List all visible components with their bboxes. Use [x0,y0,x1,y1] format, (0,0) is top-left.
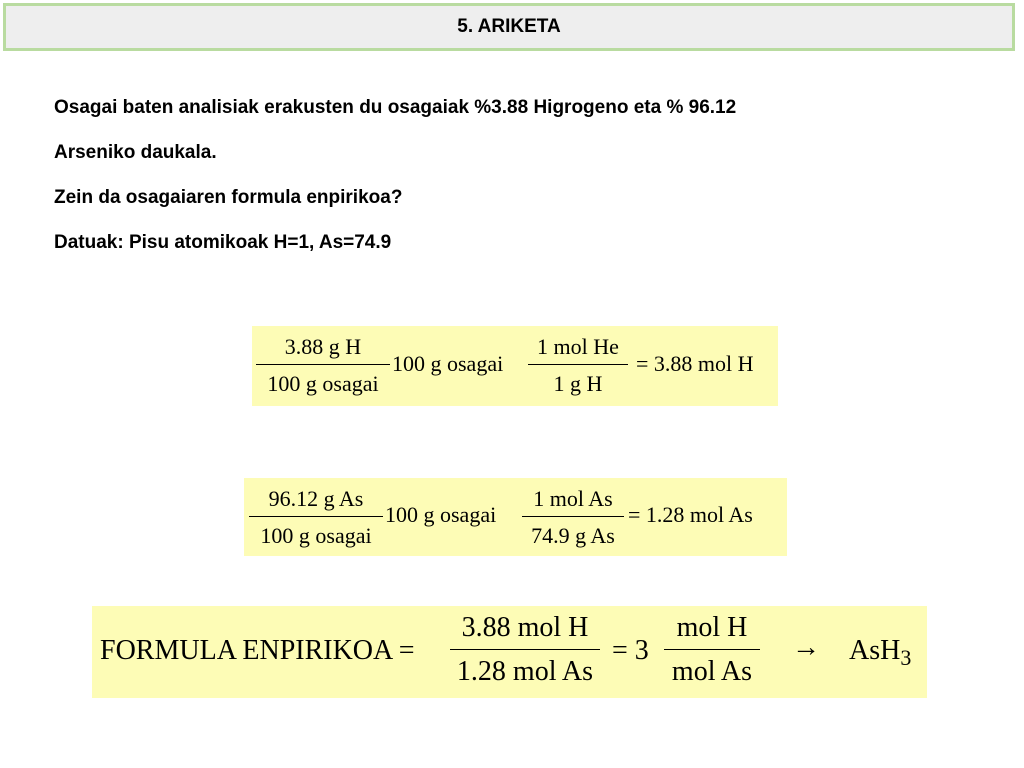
mole-ratio-fraction [450,612,600,688]
unit-fraction [664,612,760,688]
empirical-formula-label: FORMULA ENPIRIKOA = [100,635,415,666]
arsenic-moles-result: = 1.28 mol As [628,502,753,527]
fraction-denominator: 74.9 g As [531,523,615,548]
fraction-numerator: mol H [676,612,748,643]
problem-line-1: Osagai baten analisiak erakusten du osagaiak %3.88 Higrogeno eta % 96.12 [54,97,737,118]
empirical-formula-equation [92,606,927,698]
fraction-bar [450,649,600,650]
fraction-numerator: 3.88 mol H [461,612,589,643]
fraction-denominator: 100 g osagai [260,523,372,548]
fraction-denominator: 1 g H [553,371,603,396]
fraction-bar [528,364,628,365]
fraction-bar [522,516,624,517]
fraction-bar [664,649,760,650]
slide-title: 5. ARIKETA [3,3,1015,51]
sample-mass: 100 g osagai [385,502,497,527]
right-arrow-icon: → [792,632,820,663]
fraction-numerator: 96.12 g As [268,486,364,511]
arsenic-moles-equation [244,478,787,556]
empirical-formula-result [849,635,911,671]
hydrogen-moles-equation [252,326,778,406]
arsenic-mass-fraction [249,486,383,549]
hydrogen-molar-fraction [528,334,628,397]
formula-base: AsH [849,635,901,666]
problem-data: Datuak: Pisu atomikoak H=1, As=74.9 [54,232,392,253]
fraction-bar [256,364,390,365]
fraction-numerator: 3.88 g H [284,334,362,359]
problem-line-2: Arseniko daukala. [54,142,217,163]
fraction-denominator: mol As [671,656,753,687]
ratio-value: = 3 [612,635,649,666]
fraction-denominator: 1.28 mol As [456,656,594,687]
arsenic-molar-fraction [522,486,624,549]
hydrogen-moles-result: = 3.88 mol H [636,351,754,376]
problem-statement [54,85,994,265]
fraction-numerator: 1 mol As [533,486,613,511]
fraction-bar [249,516,383,517]
sample-mass: 100 g osagai [392,351,504,376]
hydrogen-mass-fraction [256,334,390,397]
formula-subscript: 3 [900,645,912,670]
fraction-denominator: 100 g osagai [267,371,379,396]
problem-question: Zein da osagaiaren formula enpirikoa? [54,187,403,208]
fraction-numerator: 1 mol He [537,334,619,359]
